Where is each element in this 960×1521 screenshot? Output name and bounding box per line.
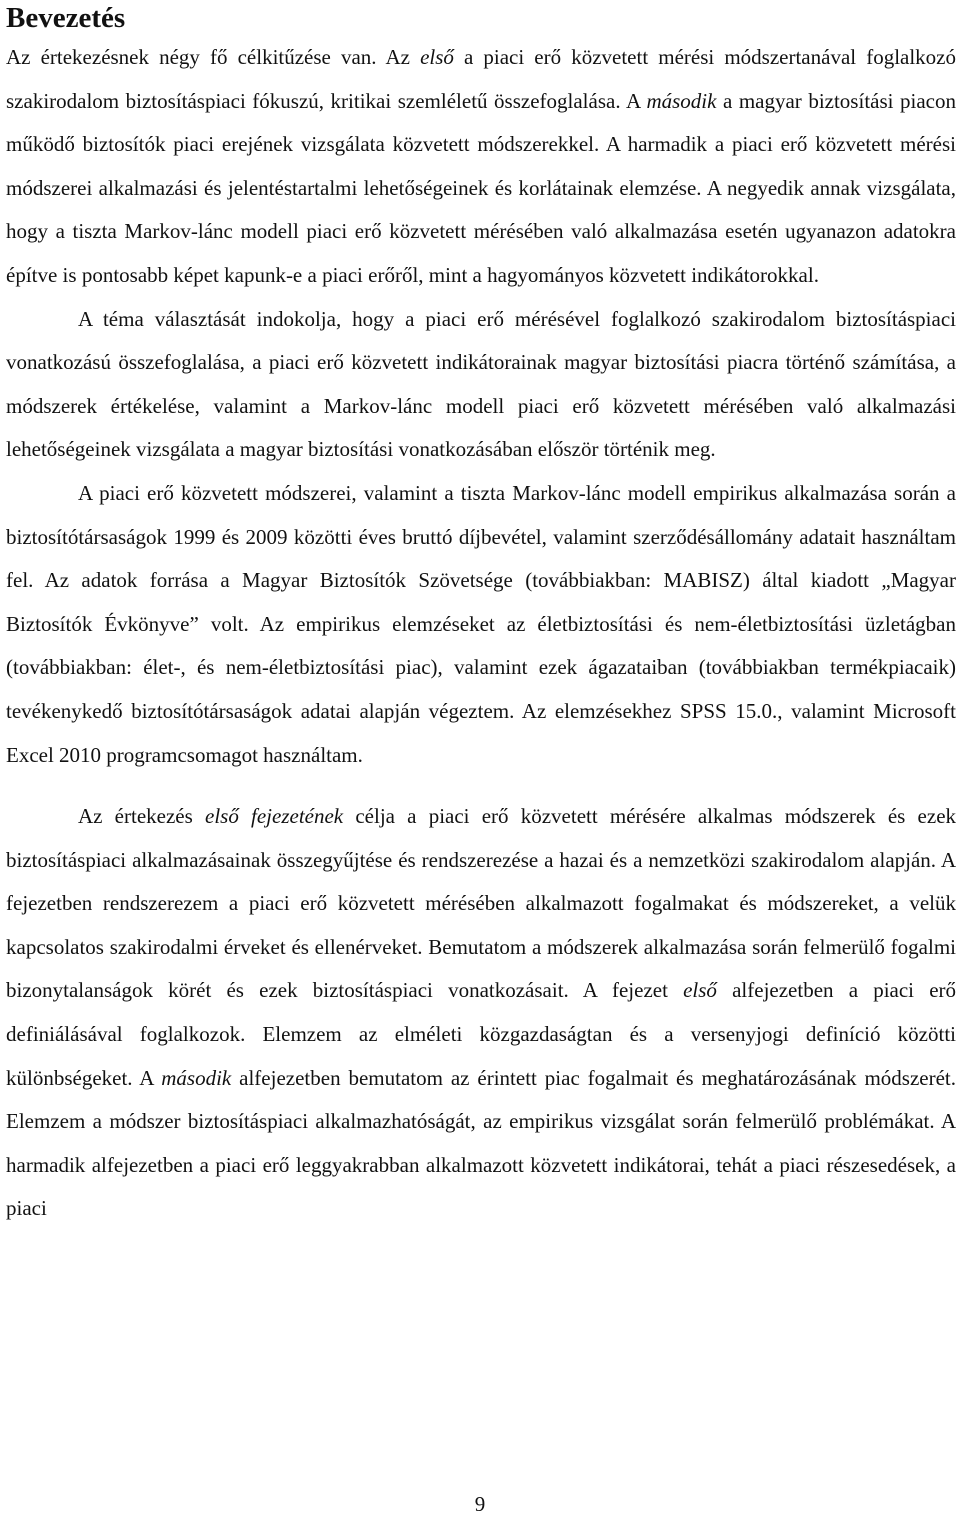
emphasized-text: első fejezetének <box>205 804 344 829</box>
paragraph-spacer <box>6 777 956 795</box>
text-run: célja a piaci erő közvetett mérésére alkalmas módszerek és ezek biztosításpiaci alkalmazásainak összegyűjtése és rendszerezése a hazai és a nemzetközi szakirodalom alapján. A fejezetben rendszerezem a piaci erő közvetett mérésében alkalmazott fogalmakat és módszereket, a velük kapcsolatos szakirodalmi érveket és ellenérveket. Bemutatom a módszerek alkalmazása során felmerülő fogalmi bizonytalanságok körét és ezek biztosításpiaci vonatkozásait. A fejezet <box>6 804 957 1003</box>
emphasized-text: második <box>646 88 717 113</box>
text-run: A téma választását indokolja, hogy a piaci erő mérésével foglalkozó szakirodalom biztosításpiaci vonatkozású összefoglalása, a piaci erő közvetett indikátorainak magyar biztosítási piacra történő számítása, a módszerek értékelése, valamint a Markov-lánc modell piaci erő közvetett mérésében való alkalmazási lehetőségeinek vizsgálata a magyar biztosítási vonatkozásában először történik meg. <box>6 306 956 462</box>
section-heading: Bevezetés <box>6 2 126 34</box>
text-run: Az értekezés <box>78 804 205 829</box>
text-run: A piaci erő közvetett módszerei, valamint a tiszta Markov-lánc modell empirikus alkalmazása során a biztosítótársaságok 1999 és 2009 közötti éves bruttó díjbevétel, valamint szerződésállomány adatait használtam fel. Az adatok forrása a Magyar Biztosítók Szövetsége (továbbiakban: MABISZ) által kiadott „Magyar Biztosítók Évkönyve” volt. Az empirikus elemzéseket az életbiztosítási és nem-életbiztosítási üzletágban (továbbiakban: élet-, és nem-életbiztosítási piac), valamint ezek ágazataiban (továbbiakban termékpiacaik) tevékenykedő biztosítótársaságok adatai alapján végeztem. Az elemzésekhez SPSS 15.0., valamint Microsoft Excel 2010 programcsomagot használtam. <box>6 480 956 767</box>
body-paragraph <box>6 795 956 1231</box>
text-run: a magyar biztosítási piacon működő biztosítók piaci erejének vizsgálata közvetett módszerekkel. A harmadik a piaci erő közvetett mérési módszerei alkalmazási és jelentéstartalmi lehetőségeinek és korlátainak elemzése. A negyedik annak vizsgálata, hogy a tiszta Markov-lánc modell piaci erő közvetett mérésében való alkalmazása esetén ugyanazon adatokra építve is pontosabb képet kapunk-e a piaci erőről, mint a hagyományos közvetett indikátorokkal. <box>6 88 956 287</box>
emphasized-text: második <box>161 1065 232 1090</box>
body-paragraph <box>6 36 956 298</box>
text-run: a piaci erő közvetett mérési módszertanával foglalkozó szakirodalom biztosításpiaci fókuszú, kritikai szemléletű összefoglalása. A <box>6 45 957 113</box>
text-run: alfejezetben bemutatom az érintett piac fogalmait és meghatározásának módszerét. Elemzem a módszer biztosításpiaci alkalmazhatóságát, az empirikus vizsgálat során felmerülő problémákat. A harmadik alfejezetben a piaci erő leggyakrabban alkalmazott közvetett indikátorai, tehát a piaci részesedések, a piaci <box>6 1065 957 1221</box>
emphasized-text: első <box>683 978 717 1003</box>
body-paragraph <box>6 298 956 472</box>
text-run: Az értekezésnek négy fő célkitűzése van. Az <box>6 45 421 69</box>
document-page <box>6 0 956 1231</box>
page-number: 9 <box>474 1492 486 1516</box>
body-paragraph <box>6 472 956 777</box>
body-text <box>6 36 956 1231</box>
text-run: alfejezetben a piaci erő definiálásával foglalkozok. Elemzem az elméleti közgazdaságtan és a versenyjogi definíció közötti különbségeket. A <box>6 978 957 1090</box>
emphasized-text: első <box>420 45 454 69</box>
